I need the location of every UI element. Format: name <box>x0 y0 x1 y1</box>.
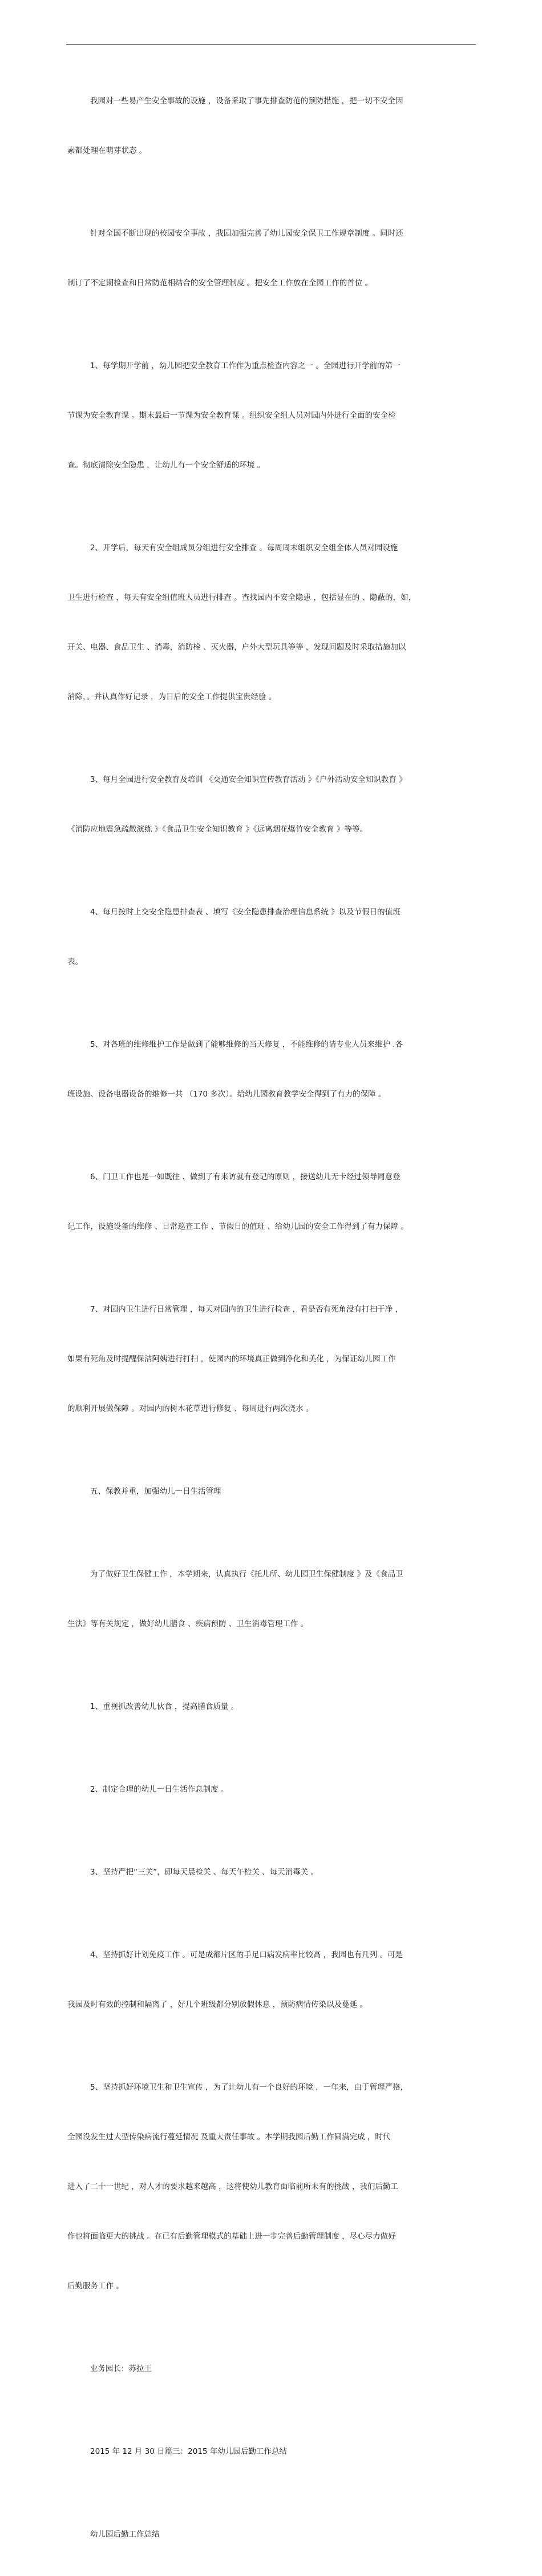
paragraph <box>67 1136 479 1268</box>
text-line: 2、开学后，每天有安全组成员分组进行安全排查 。每周周末组织安全组全体人员对园设施 <box>90 543 398 553</box>
signature-line <box>67 2328 479 2410</box>
text-line: 查。彻底清除安全隐患 ，让幼儿有一个安全舒适的环境 。 <box>67 461 265 470</box>
text-line: 为了做好卫生保健工作 ，本学期来，认真执行《托儿所、幼儿园卫生保健制度 》及《食品卫 <box>90 1570 403 1579</box>
text-line: 1、每学期开学前 ，幼儿园把安全教育工作作为重点检查内容之一 。全园进行开学前的第一 <box>90 361 401 370</box>
text-line: 全园没发生过大型传染病流行蔓延情况 及重大责任事故 。本学期我园后勤工作圆满完成 ，时代 <box>67 2132 391 2142</box>
text-line: 6、门卫工作也是一如既往 、做到了有来访就有登记的原则 ，接送幼儿无卡经过领导同意登 <box>90 1172 401 1182</box>
text-line: 开关、电器、食品卫生 、消毒，消防栓 、灭火器，户外大型玩具等等 ，发现问题及时采取措施加以 <box>67 643 406 652</box>
paragraph <box>67 1268 479 1450</box>
text-line: 后勤服务工作 。 <box>67 2281 124 2291</box>
date-line <box>67 2410 479 2493</box>
section-heading <box>67 1450 479 1533</box>
text-line: 班设施、设备电器设备的维修一共 （170 多次）。给幼儿园教育教学安全得到了有力的保障 。 <box>67 1090 386 1099</box>
text-line: 幼儿园后勤工作总结 <box>90 2530 160 2539</box>
text-line: 业务园长：苏拉王 <box>90 2364 152 2373</box>
text-line: 7、对园内卫生进行日常管理 ，每天对园内的卫生进行检查 ，看是否有死角没有打扫干净 ， <box>90 1305 403 1314</box>
text-line: 我园及时有效的控制和隔离了 ，好几个班级都分别放假休息 ，预防病情传染以及蔓延 。 <box>67 2000 367 2009</box>
text-line: 如果有死角及时提醒保洁阿姨进行打扫 ，使园内的环境真正做到净化和美化 ，为保证幼儿园工作 <box>67 1354 396 1364</box>
paragraph <box>67 871 479 1003</box>
paragraph <box>67 1666 479 1748</box>
text-line: 记工作，设施设备的维修 、日常巡查工作 、节假日的值班 、给幼儿园的安全工作得到了有力保障 。 <box>67 1222 408 1231</box>
paragraph <box>67 2046 479 2328</box>
paragraph <box>67 1003 479 1136</box>
text-line: 5、对各班的维修维护工作是做到了能够维修的当天修复 ，不能维修的请专业人员来维护 .各 <box>90 1040 403 1049</box>
text-line: 4、每月按时上交安全隐患排查表 、填写《安全隐患排查治理信息系统 》以及节假日的值班 <box>90 908 401 917</box>
text-line: 2、制定合理的幼儿一日生活作息制度 。 <box>90 1785 229 1794</box>
document-title <box>67 2493 479 2576</box>
text-line: 消除，。并认真作好记录 ，为日后的安全工作提供宝贵经验 。 <box>67 692 277 702</box>
text-line: 卫生进行检查 ，每天有安全组值班人员进行排查 。查找园内不安全隐患 ，包括显在的 、隐蔽的，如， <box>67 593 416 602</box>
text-line: 制订了不定期检查和日常防范相结合的安全管理制度 。把安全工作放在全园工作的首位 。 <box>67 279 373 288</box>
text-line: 5、坚持抓好环境卫生和卫生宣传 ，为了让幼儿有一个良好的环境 ，一年来，由于管理严格， <box>90 2083 408 2092</box>
text-line: 4、坚持抓好计划免疫工作 。可是成都片区的手足口病发病率比较高 ，我园也有几列 。可是 <box>90 1950 403 1960</box>
text-line: 进入了二十一世纪 ，对人才的要求越来越高 ，这将使幼儿教育面临前所未有的挑战 ，我们后勤工 <box>67 2182 398 2191</box>
text-line: 《消防应地震急疏散演练 》《食品卫生安全知识教育 》《远离烟花爆竹安全教育 》等等。 <box>67 825 367 834</box>
paragraph <box>67 60 479 192</box>
paragraph <box>67 1748 479 1831</box>
document-body <box>67 60 479 2576</box>
paragraph <box>67 1831 479 1914</box>
text-line: 素都处理在萌芽状态 。 <box>67 146 147 155</box>
text-line: 节课为安全教育课 。期末最后一节课为安全教育课 。组织安全组人员对园内外进行全面的安全检 <box>67 411 396 420</box>
paragraph <box>67 192 479 325</box>
paragraph <box>67 507 479 739</box>
text-line: 我园对一些易产生安全事故的设施 ，设备采取了事先排查防范的预防措施 ，把一切不安全因 <box>90 96 403 106</box>
text-line: 作也将面临更大的挑战 。在已有后勤管理模式的基础上进一步完善后勤管理制度 ，尽心尽力做好 <box>67 2232 396 2241</box>
text-line: 生法》等有关规定 ，做好幼儿膳食 、疾病预防 、卫生消毒管理工作 。 <box>67 1619 309 1628</box>
text-line: 3、坚持严把“三关”，即每天晨检关 、每天午检关 、每天消毒关 。 <box>90 1868 318 1877</box>
text-line: 2015 年 12 月 30 日篇三：2015 年幼儿园后勤工作总结 <box>90 2447 287 2456</box>
paragraph <box>67 325 479 507</box>
text-line: 的顺利开展做保障 。对园内的树木花草进行修复 、每周进行两次浇水 。 <box>67 1404 314 1413</box>
text-line: 表。 <box>67 957 83 966</box>
text-line: 1、重视抓改善幼儿伙食 ，提高膳食质量 。 <box>90 1702 239 1711</box>
header-rule <box>66 44 476 45</box>
text-line: 3、每月全园进行安全教育及培训 《交通安全知识宣传教育活动 》《户外活动安全知识教育 》 <box>90 775 407 784</box>
text-line: 针对全国不断出现的校园安全事故 ，我园加强完善了幼儿园安全保卫工作规章制度 。同时还 <box>90 229 403 238</box>
paragraph <box>67 1914 479 2046</box>
paragraph <box>67 739 479 871</box>
paragraph <box>67 1533 479 1666</box>
text-line: 五、保教并重，加强幼儿一日生活管理 <box>90 1487 221 1496</box>
